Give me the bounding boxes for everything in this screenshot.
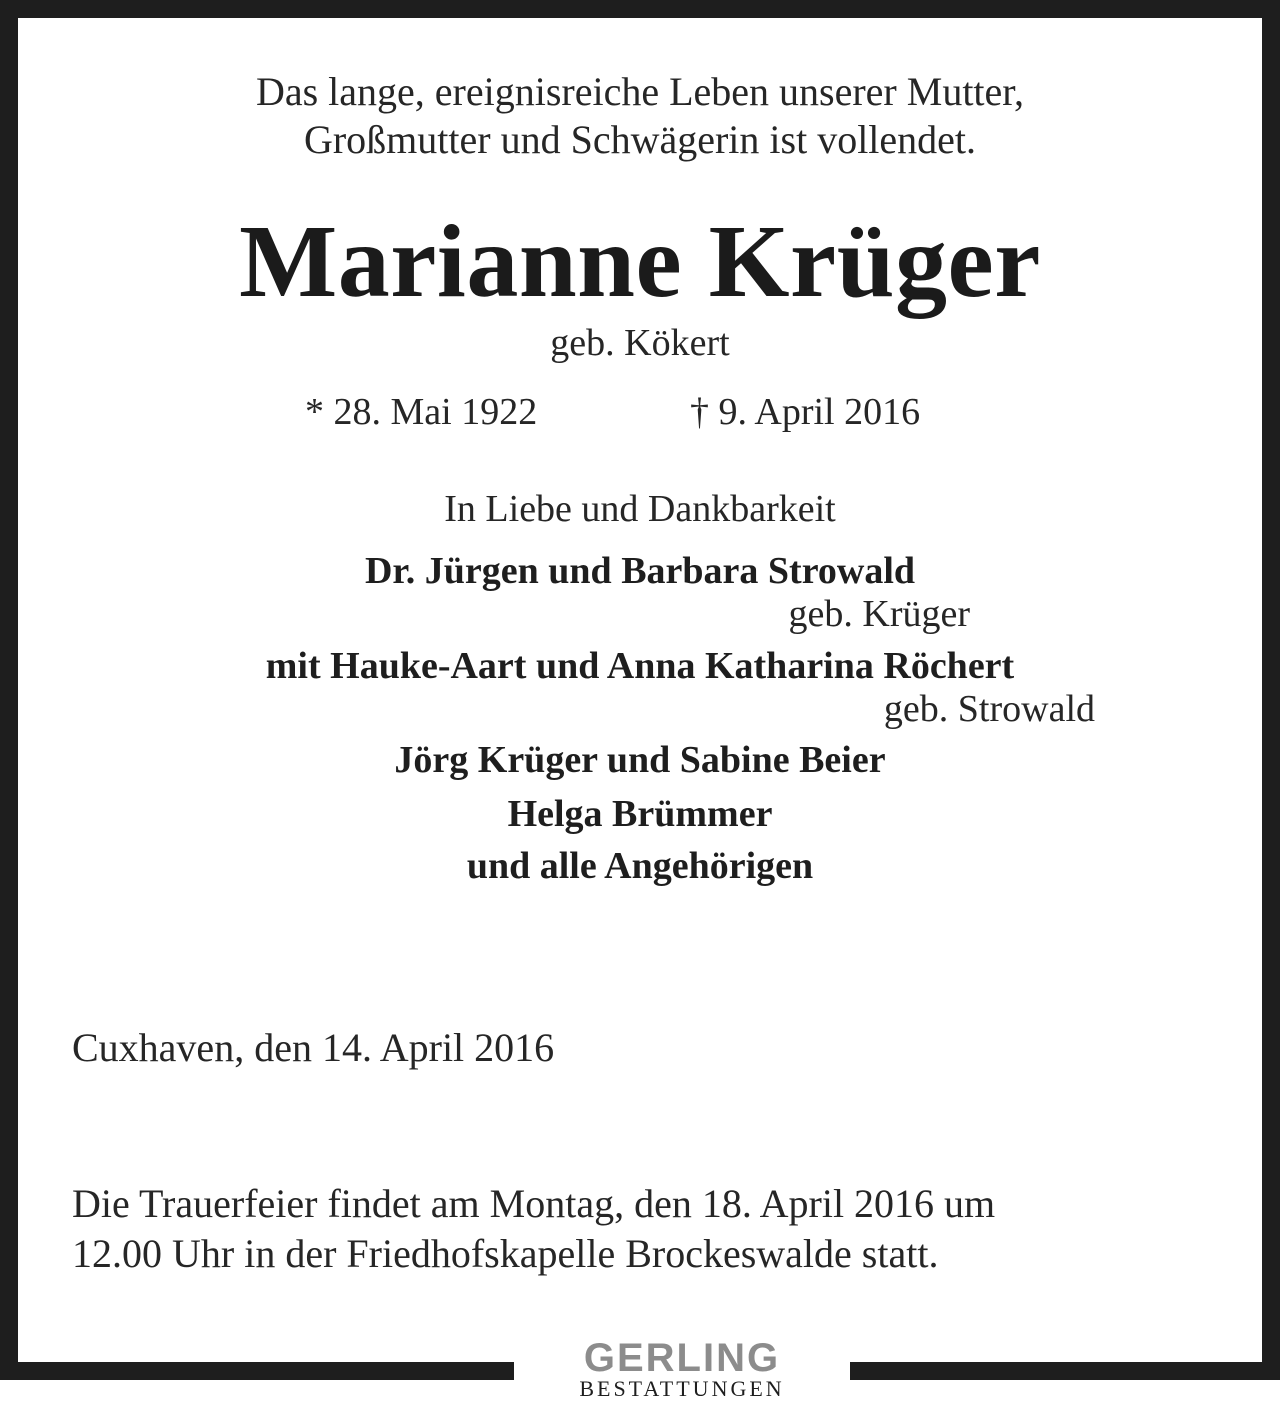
birth-name: geb. Kökert bbox=[550, 322, 730, 364]
service-line-1: Die Trauerfeier findet am Montag, den 18. April 2016 um bbox=[72, 1181, 996, 1226]
mourner-line-1-note: geb. Krüger bbox=[788, 593, 970, 635]
mourner-line-2: mit Hauke-Aart und Anna Katharina Röchert bbox=[265, 645, 1015, 687]
birth-date: * 28. Mai 1922 bbox=[305, 391, 538, 433]
deceased-name: Marianne Krüger bbox=[239, 204, 1041, 319]
mourners-heading: In Liebe und Dankbarkeit bbox=[444, 488, 836, 530]
service-line-2: 12.00 Uhr in der Friedhofskapelle Brockeswalde statt. bbox=[72, 1231, 939, 1276]
intro-line-1: Das lange, ereignisreiche Leben unserer Mutter, bbox=[255, 69, 1025, 114]
death-date: † 9. April 2016 bbox=[690, 391, 921, 433]
bottom-rule-left bbox=[0, 1362, 514, 1380]
intro-line-2: Großmutter und Schwägerin ist vollendet. bbox=[303, 117, 977, 162]
mourner-line-3: Jörg Krüger und Sabine Beier bbox=[394, 739, 886, 781]
mourner-line-5: und alle Angehörigen bbox=[466, 845, 814, 887]
mourner-line-4: Helga Brümmer bbox=[507, 793, 773, 835]
funeral-home-logo: GERLING bbox=[583, 1336, 781, 1380]
mourner-line-2-note: geb. Strowald bbox=[883, 688, 1095, 730]
bottom-rule-right bbox=[850, 1362, 1280, 1380]
funeral-home-logo-sub: BESTATTUNGEN bbox=[579, 1376, 785, 1401]
place-date: Cuxhaven, den 14. April 2016 bbox=[72, 1025, 555, 1070]
mourner-line-1: Dr. Jürgen und Barbara Strowald bbox=[364, 550, 916, 592]
